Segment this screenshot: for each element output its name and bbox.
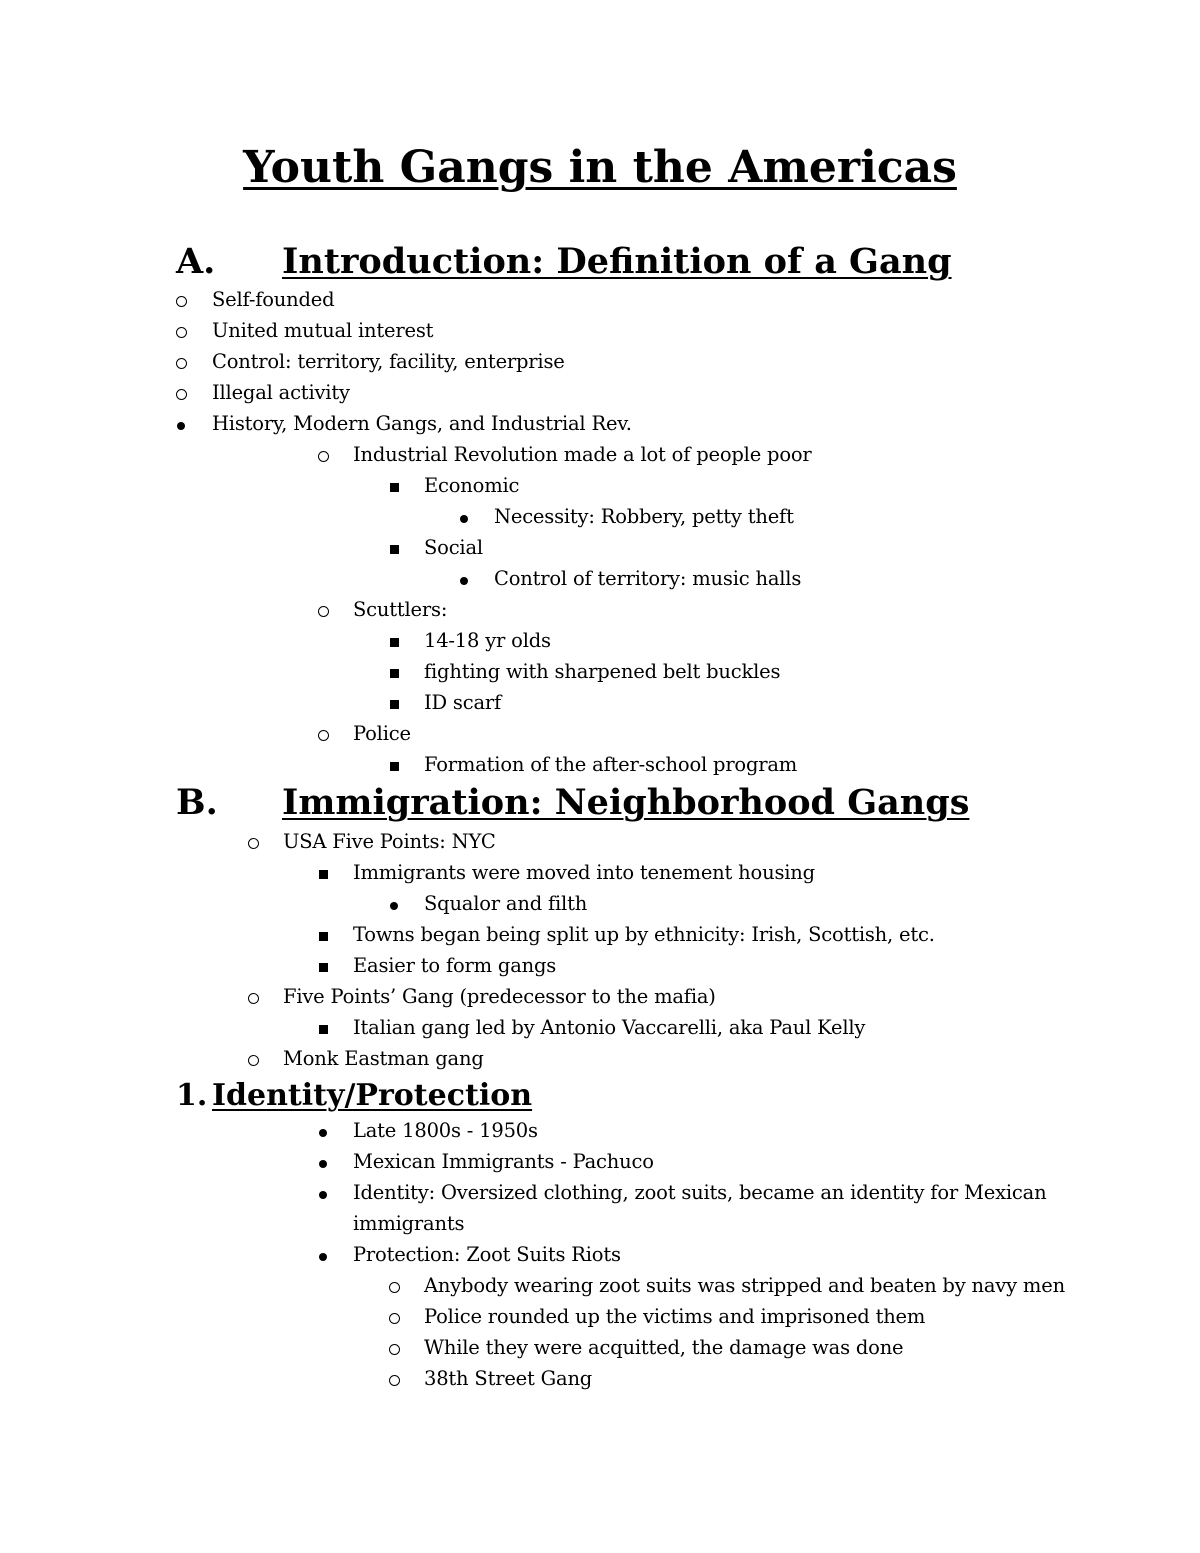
disc-bullet-icon: [318, 1177, 330, 1208]
square-bullet-icon: [389, 532, 401, 563]
circle-bullet-icon: [389, 1301, 401, 1332]
disc-bullet-icon: [459, 563, 471, 594]
disc-bullet-icon: [389, 888, 401, 919]
section-1-title: Identity/Protection: [212, 1078, 533, 1113]
circle-bullet-icon: [389, 1363, 401, 1394]
disc-bullet-icon: [176, 408, 188, 439]
circle-bullet-icon: [318, 718, 330, 749]
square-bullet-icon: [389, 656, 401, 687]
section-b-title: Immigration: Neighborhood Gangs: [282, 782, 970, 823]
square-bullet-icon: [318, 1012, 330, 1043]
disc-bullet-icon: [459, 501, 471, 532]
circle-bullet-icon: [176, 346, 188, 377]
square-bullet-icon: [389, 687, 401, 718]
document-page: Youth Gangs in the Americas A. Introduction: Definition of a Gang Self-founded United mutual interest Control: territory, facility, enterprise Illegal activity History, Modern Gangs, and Industrial Rev. Industrial Revolution made a lot of people poor Economic Necessity: Robbery, petty theft Social Control of territory: music halls Scuttlers: 14-18 yr olds fighting with sharpened belt buckles ID scarf Police Formation of the after-school program B. Immigration: Neighborhood Gangs USA Five Points: NYC Immigrants were moved into tenement housing Squalor and filth Towns began being split up by ethnicity: Irish, Scottish, etc. Easier to form gangs Five Points’ Gang (predecessor to the mafia) Italian gang led by Antonio Vaccarelli, aka Paul Kelly Monk Eastman gang 1. Identity/Protection Late 1800s - 1950s Mexican Immigrants - Pachuco Identity: Oversized clothing, zoot suits, became an identity for Mexican immigrants Protection: Zoot Suits Riots Anybody wearing zoot suits was stripped and beaten by navy men Police rounded up the victims and imprisoned them While they were acquitted, the damage was done 38th Street Gang: [0, 0, 1200, 1553]
circle-bullet-icon: [248, 826, 260, 857]
circle-bullet-icon: [248, 981, 260, 1012]
section-1-label: 1.: [176, 1078, 208, 1113]
circle-bullet-icon: [176, 315, 188, 346]
section-b-heading: [176, 782, 969, 823]
disc-bullet-icon: [318, 1146, 330, 1177]
square-bullet-icon: [318, 919, 330, 950]
disc-bullet-icon: [318, 1239, 330, 1270]
section-a-label: A.: [176, 241, 216, 282]
square-bullet-icon: [389, 749, 401, 780]
section-a-heading: [176, 241, 952, 282]
section-1-heading: [176, 1078, 532, 1113]
circle-bullet-icon: [389, 1270, 401, 1301]
circle-bullet-icon: [176, 284, 188, 315]
circle-bullet-icon: [389, 1332, 401, 1363]
document-title: Youth Gangs in the Americas: [243, 142, 957, 193]
square-bullet-icon: [318, 857, 330, 888]
disc-bullet-icon: [318, 1115, 330, 1146]
section-b-label: B.: [176, 782, 218, 823]
circle-bullet-icon: [318, 594, 330, 625]
square-bullet-icon: [389, 625, 401, 656]
circle-bullet-icon: [248, 1043, 260, 1074]
circle-bullet-icon: [318, 439, 330, 470]
square-bullet-icon: [318, 950, 330, 981]
section-a-title: Introduction: Definition of a Gang: [282, 241, 952, 282]
square-bullet-icon: [389, 470, 401, 501]
circle-bullet-icon: [176, 377, 188, 408]
